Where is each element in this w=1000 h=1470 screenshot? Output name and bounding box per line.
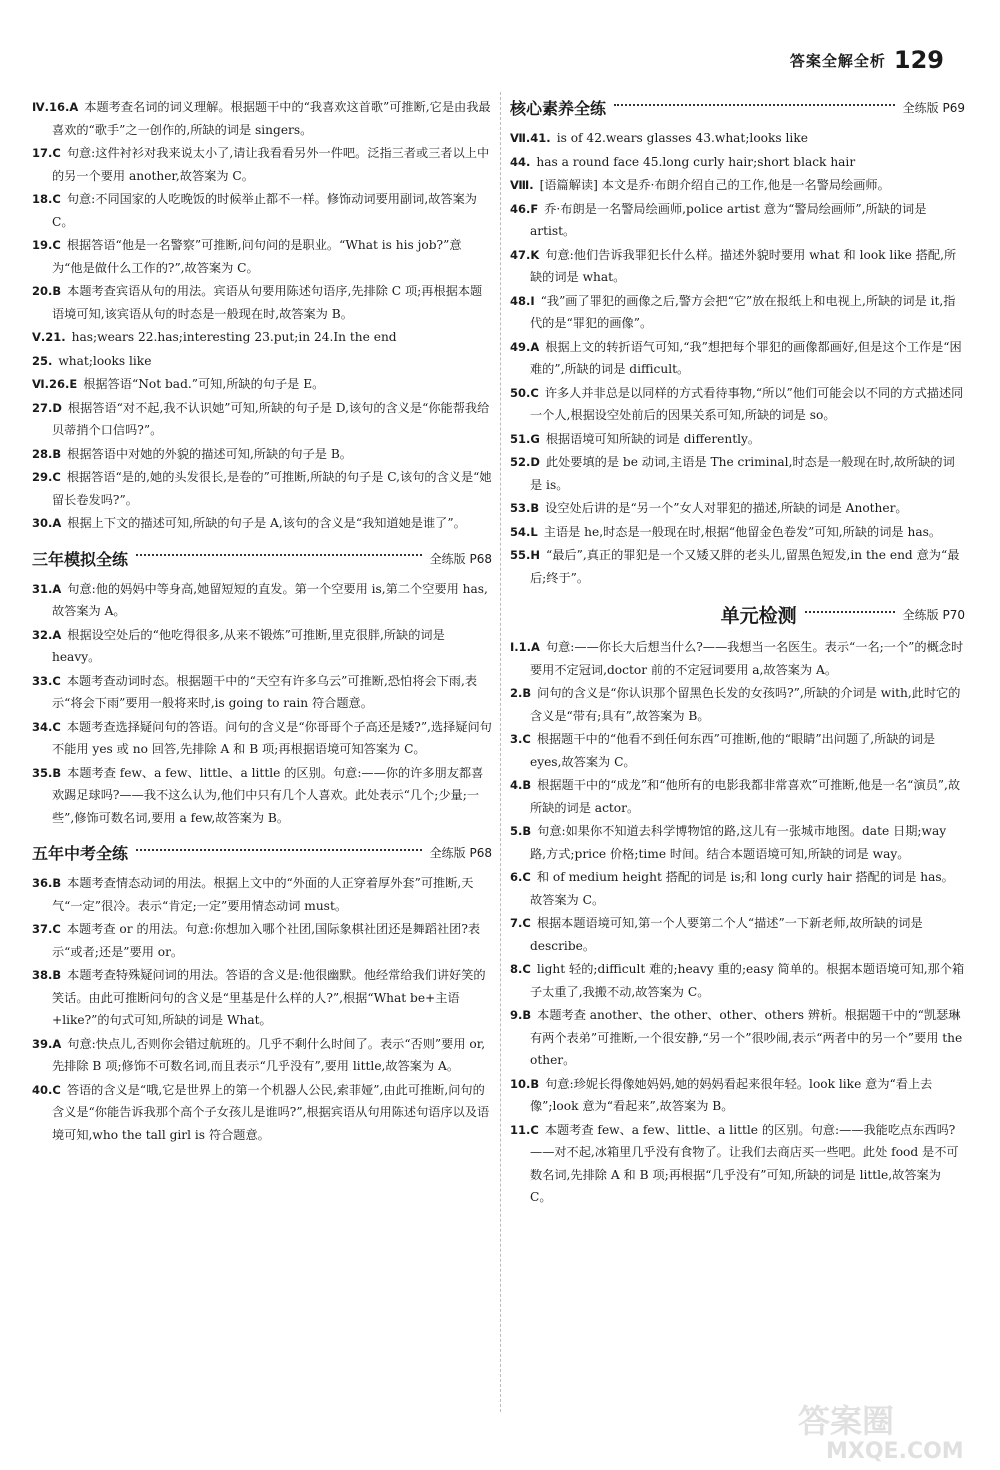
answer-item (510, 174, 965, 197)
answer-item (32, 326, 492, 349)
answer-number: 28.B (32, 446, 62, 461)
answer-number: 38.B (32, 968, 62, 982)
answer-item (510, 198, 965, 243)
answer-text: 句意:这件衬衫对我来说太小了,请让我看看另外一件吧。泛指三者或三者以上中的另一个要用 another,故答案为 C。 (52, 146, 490, 183)
answer-text: 根据答语“他是一名警察”可推断,问句问的是职业。“What is his job?”意为“他是做什么工作的?”,故答案为 C。 (52, 238, 462, 275)
answer-text: 根据设空处后的“他吃得很多,从来不锻炼”可推断,里克很胖,所缺的词是 heavy。 (52, 627, 445, 664)
answer-item (32, 373, 492, 396)
answer-item (510, 774, 965, 819)
answer-text: 句意:珍妮长得像她妈妈,她的妈妈看起来很年轻。look like 意为“看上去像”;look 意为“看起来”,故答案为 B。 (530, 1076, 933, 1113)
watermark-logo (796, 1398, 986, 1462)
answer-text: has;wears 22.has;interesting 23.put;in 24.In the end (71, 330, 397, 344)
section-header-unit-test (510, 601, 965, 628)
section-title: 单元检测 (720, 605, 797, 627)
answer-item (32, 350, 492, 373)
answer-text: is of 42.wears glasses 43.what;looks like (556, 131, 808, 145)
answer-number: 9.B (510, 1008, 532, 1022)
answer-number: 52.D (510, 455, 540, 469)
answer-text: 本题考查 few、a few、little、a little 的区别。句意:——我能吃点东西吗?——对不起,冰箱里几乎没有食物了。让我们去商店买一些吧。此处 food 是不可数名词,先排除 A 和 B 项;再根据“几乎没有”可知,所缺的词是 little,故答案为 C。 (530, 1122, 959, 1204)
answer-number: 46.F (510, 201, 539, 216)
section-header-three-year (32, 547, 492, 570)
answer-text: 句意:如果你不知道去科学博物馆的路,这儿有一张城市地图。date 日期;way 路,方式;price 价格;time 时间。结合本题语境可知,所缺的词是 way。 (530, 824, 947, 861)
answer-number: 47.K (510, 247, 540, 262)
answer-item (510, 497, 965, 520)
answer-item (510, 1119, 965, 1209)
answer-item (510, 820, 965, 865)
answer-text: 根据语境可知所缺的词是 differently。 (545, 431, 761, 446)
answer-list-core-literacy (510, 127, 965, 589)
header-title: 答案全解全析 (789, 51, 886, 70)
answer-text: 本题考查 another、the other、other、others 辨析。根据题干中的“凯瑟琳有两个表弟”可推断,一个很安静,“另一个”很吵闹,表示“两者中的另一个”要用 the other。 (530, 1008, 963, 1067)
answer-list-unit-practice (32, 96, 492, 535)
answer-number: 49.A (510, 339, 540, 354)
answer-list-unit-test (510, 636, 965, 1209)
answer-item (510, 336, 965, 381)
answer-number: 8.C (510, 962, 531, 976)
answer-item (510, 521, 965, 544)
answer-number: 5.B (510, 824, 532, 838)
answer-item (510, 1004, 965, 1072)
answer-text: “最后”,真正的罪犯是一个又矮又胖的老头儿,留黑色短发,in the end 意为“最后;终于”。 (530, 548, 960, 585)
answer-text: 句意:快点儿,否则你会错过航班的。几乎不剩什么时间了。表示“否则”要用 or,先排除 B 项;修饰不可数名词,而且表示“几乎没有”,要用 little,故答案为 A。 (52, 1036, 486, 1073)
watermark-logo-graphic (796, 1398, 986, 1462)
answer-number: Ⅳ.16.A (32, 100, 79, 114)
answer-number: 10.B (510, 1076, 540, 1091)
answer-number: 51.G (510, 431, 540, 446)
answer-text: 乔·布朗是一名警局绘画师,police artist 意为“警局绘画师”,所缺的词是 artist。 (530, 201, 927, 238)
answer-number: Ⅷ. (510, 178, 534, 192)
section-title: 五年中考全练 (32, 844, 129, 863)
answer-number: 3.C (510, 732, 531, 746)
answer-item (510, 912, 965, 957)
answer-number: 54.L (510, 524, 538, 539)
answer-number: 29.C (32, 470, 61, 484)
dotted-leader (136, 849, 422, 851)
answer-text: has a round face 45.long curly hair;short black hair (536, 154, 856, 169)
answer-text: 本题考查情态动词的用法。根据上文中的“外面的人正穿着厚外套”可推断,天气“一定”很冷。表示“肯定;一定”要用情态动词 must。 (52, 876, 474, 913)
answer-item (510, 544, 965, 589)
answer-text: 根据答语中对她的外貌的描述可知,所缺的句子是 B。 (67, 446, 352, 461)
dotted-leader (805, 611, 895, 613)
watermark-logo-url: MXQE.COM (826, 1439, 964, 1462)
answer-item (510, 958, 965, 1003)
answer-text: 句意:他的妈妈中等身高,她留短短的直发。第一个空要用 is,第二个空要用 has,故答案为 A。 (52, 581, 488, 618)
answer-number: 17.C (32, 146, 61, 160)
answer-item (510, 151, 965, 174)
answer-text: 根据答语“对不起,我不认识她”可知,所缺的句子是 D,该句的含义是“你能帮我给贝蒂捎个口信吗?”。 (52, 400, 490, 437)
answer-number: 4.B (510, 778, 532, 792)
answer-item (32, 234, 492, 279)
answer-number: Ⅴ.21. (32, 330, 66, 344)
answer-text: 问句的含义是“你认识那个留黑色长发的女孩吗?”,所缺的介词是 with,此时它的含义是“带有;具有”,故答案为 B。 (530, 686, 961, 723)
section-header-core-literacy (510, 96, 965, 119)
answer-number: 31.A (32, 581, 62, 596)
section-ref: 全练版 P68 (429, 551, 492, 566)
watermark-logo-cn: 答案圈 (798, 1402, 895, 1440)
answer-item (32, 578, 492, 623)
answer-text: 句意:——你长大后想当什么?——我想当一名医生。表示“一名;一个”的概念时要用不定冠词,doctor 前的不定冠词要用 a,故答案为 A。 (530, 640, 964, 677)
answer-item (510, 428, 965, 451)
answer-item (32, 670, 492, 715)
answer-text: 和 of medium height 搭配的词是 is;和 long curly hair 搭配的词是 has。故答案为 C。 (530, 870, 954, 907)
answer-text: 句意:不同国家的人吃晚饭的时候举止都不一样。修饰动词要用副词,故答案为 C。 (52, 192, 477, 229)
answer-item (32, 280, 492, 325)
answer-text: 本题考查名词的词义理解。根据题干中的“我喜欢这首歌”可推断,它是由我最喜欢的“歌手”之一创作的,所缺的词是 singers。 (52, 100, 491, 137)
answer-item (510, 127, 965, 150)
answer-number: 53.B (510, 501, 540, 515)
answer-item (32, 466, 492, 511)
answer-item (510, 682, 965, 727)
answer-item (32, 624, 492, 669)
answer-item (32, 872, 492, 917)
answer-number: 39.A (32, 1036, 62, 1051)
answer-number: 32.A (32, 627, 62, 642)
answer-text: 句意:他们告诉我罪犯长什么样。描述外貌时要用 what 和 look like 搭配,所缺的词是 what。 (530, 247, 957, 284)
answer-text: 此处要填的是 be 动词,主语是 The criminal,时态是一般现在时,故所缺的词是 is。 (530, 455, 955, 492)
answer-number: 30.A (32, 516, 62, 530)
answer-number: 20.B (32, 284, 62, 298)
answer-item (32, 964, 492, 1032)
answer-number: 2.B (510, 686, 532, 700)
answer-text: 本题考查 or 的用法。句意:你想加入哪个社团,国际象棋社团还是舞蹈社团?表示“或者;还是”要用 or。 (52, 922, 481, 959)
answer-item (510, 290, 965, 335)
column-divider (500, 92, 501, 1412)
answer-item (510, 866, 965, 911)
answer-text: 根据本题语境可知,第一个人要第二个人“描述”一下新老师,故所缺的词是 describe。 (530, 916, 923, 953)
answer-item (32, 1033, 492, 1078)
answer-number: 27.D (32, 400, 62, 415)
section-title: 核心素养全练 (510, 99, 607, 118)
answer-text: 本题考查动词时态。根据题干中的“天空有许多乌云”可推断,恐怕将会下雨,表示“将会下雨”要用一般将来时,is going to rain 符合题意。 (52, 673, 478, 710)
answer-list-three-year (32, 578, 492, 830)
answer-number: 7.C (510, 916, 531, 930)
answer-number: Ⅰ.1.A (510, 640, 540, 654)
answer-item (510, 451, 965, 496)
section-ref: 全练版 P68 (429, 846, 492, 860)
answer-item (32, 762, 492, 830)
answer-text: “我”画了罪犯的画像之后,警方会把“它”放在报纸上和电视上,所缺的词是 it,指代的是“罪犯的画像”。 (530, 293, 956, 330)
answer-number: 34.C (32, 719, 61, 734)
section-ref: 全练版 P69 (902, 101, 965, 115)
answer-number: 44. (510, 154, 531, 169)
right-column (510, 96, 965, 1210)
answer-text: [语篇解读] 本文是乔·布朗介绍自己的工作,他是一名警局绘画师。 (539, 178, 890, 192)
section-title: 三年模拟全练 (32, 549, 129, 569)
answer-item (32, 188, 492, 233)
answer-number: 25. (32, 353, 53, 368)
answer-item (32, 96, 492, 141)
answer-number: 11.C (510, 1122, 539, 1137)
answer-item (32, 142, 492, 187)
answer-text: 根据题干中的“他看不到任何东西”可推断,他的“眼睛”出问题了,所缺的词是 eyes,故答案为 C。 (530, 732, 936, 769)
answer-text: light 轻的;difficult 难的;heavy 重的;easy 简单的。根据本题语境可知,那个箱子太重了,我搬不动,故答案为 C。 (530, 962, 965, 999)
answer-number: 36.B (32, 876, 62, 890)
answer-item (32, 512, 492, 535)
answer-text: 根据上下文的描述可知,所缺的句子是 A,该句的含义是“我知道她是谁了”。 (67, 516, 466, 530)
answer-text: 根据题干中的“成龙”和“他所有的电影我都非常喜欢”可推断,他是一名“演员”,故所缺的词是 actor。 (530, 778, 961, 815)
answer-text: 本题考查宾语从句的用法。宾语从句要用陈述句语序,先排除 C 项;再根据本题语境可知,该宾语从句的时态是一般现在时,故答案为 B。 (52, 284, 483, 321)
answer-item (510, 382, 965, 427)
answer-text: 根据答语“是的,她的头发很长,是卷的”可推断,所缺的句子是 C,该句的含义是“她留长卷发吗?”。 (52, 470, 492, 507)
answer-item (510, 728, 965, 773)
answer-number: Ⅵ.26.E (32, 377, 78, 391)
answer-number: 18.C (32, 192, 61, 206)
answer-item (510, 244, 965, 289)
answer-text: 许多人并非总是以同样的方式看待事物,“所以”他们可能会以不同的方式描述同一个人,根据设空处前后的因果关系可知,所缺的词是 so。 (530, 385, 964, 422)
answer-number: 6.C (510, 870, 531, 884)
dotted-leader (614, 104, 895, 106)
page-number: 129 (893, 46, 944, 74)
answer-item (32, 1079, 492, 1147)
answer-number: 19.C (32, 238, 61, 252)
answer-number: 37.C (32, 922, 61, 936)
answer-list-five-year (32, 872, 492, 1146)
answer-number: 40.C (32, 1082, 61, 1097)
answer-text: 本题考查特殊疑问词的用法。答语的含义是:他很幽默。他经常给我们讲好笑的笑话。由此可推断问句的含义是“里基是什么样的人?”,根据“What be+主语+like?”的句式可知,所缺的词是 What。 (52, 968, 486, 1027)
answer-text: 本题考查 few、a few、little、a little 的区别。句意:——你的许多朋友都喜欢踢足球吗?——我不这么认为,他们中只有几个人喜欢。此处表示“几个;少量;一些”,修饰可数名词,要用 a few,故答案为 B。 (52, 765, 484, 825)
section-header-five-year (32, 841, 492, 864)
answer-item (32, 918, 492, 963)
answer-text: 答语的含义是“哦,它是世界上的第一个机器人公民,索菲娅”,由此可推断,问句的含义是“你能告诉我那个高个子女孩儿是谁吗?”,根据宾语从句用陈述句语序以及语境可知,who the tall girl is 符合题意。 (52, 1082, 490, 1142)
answer-number: 33.C (32, 673, 61, 688)
left-column (32, 96, 492, 1147)
answer-text: 主语是 he,时态是一般现在时,根据“他留金色卷发”可知,所缺的词是 has。 (543, 524, 942, 539)
answer-number: 50.C (510, 385, 539, 400)
answer-text: 设空处后讲的是“另一个”女人对罪犯的描述,所缺的词是 Another。 (545, 501, 908, 515)
answer-number: 55.H (510, 548, 540, 562)
answer-number: Ⅶ.41. (510, 131, 551, 145)
section-ref: 全练版 P70 (902, 608, 965, 622)
answer-item (510, 1073, 965, 1118)
answer-item (32, 716, 492, 761)
answer-item (32, 443, 492, 466)
answer-number: 48.I (510, 293, 535, 308)
dotted-leader (136, 554, 422, 556)
answer-item (510, 636, 965, 681)
answer-text: 根据上文的转折语气可知,“我”想把每个罪犯的画像都画好,但是这个工作是“困难的”,所缺的词是 difficult。 (530, 339, 962, 376)
answer-number: 35.B (32, 765, 62, 780)
answer-text: 本题考查选择疑问句的答语。问句的含义是“你哥哥个子高还是矮?”,选择疑问句不能用 yes 或 no 回答,先排除 A 和 B 项;再根据语境可知答案为 C。 (52, 719, 492, 756)
answer-item (32, 397, 492, 442)
answer-text: 根据答语“Not bad.”可知,所缺的句子是 E。 (83, 377, 325, 391)
answer-text: what;looks like (58, 353, 152, 368)
page-header (790, 46, 944, 74)
